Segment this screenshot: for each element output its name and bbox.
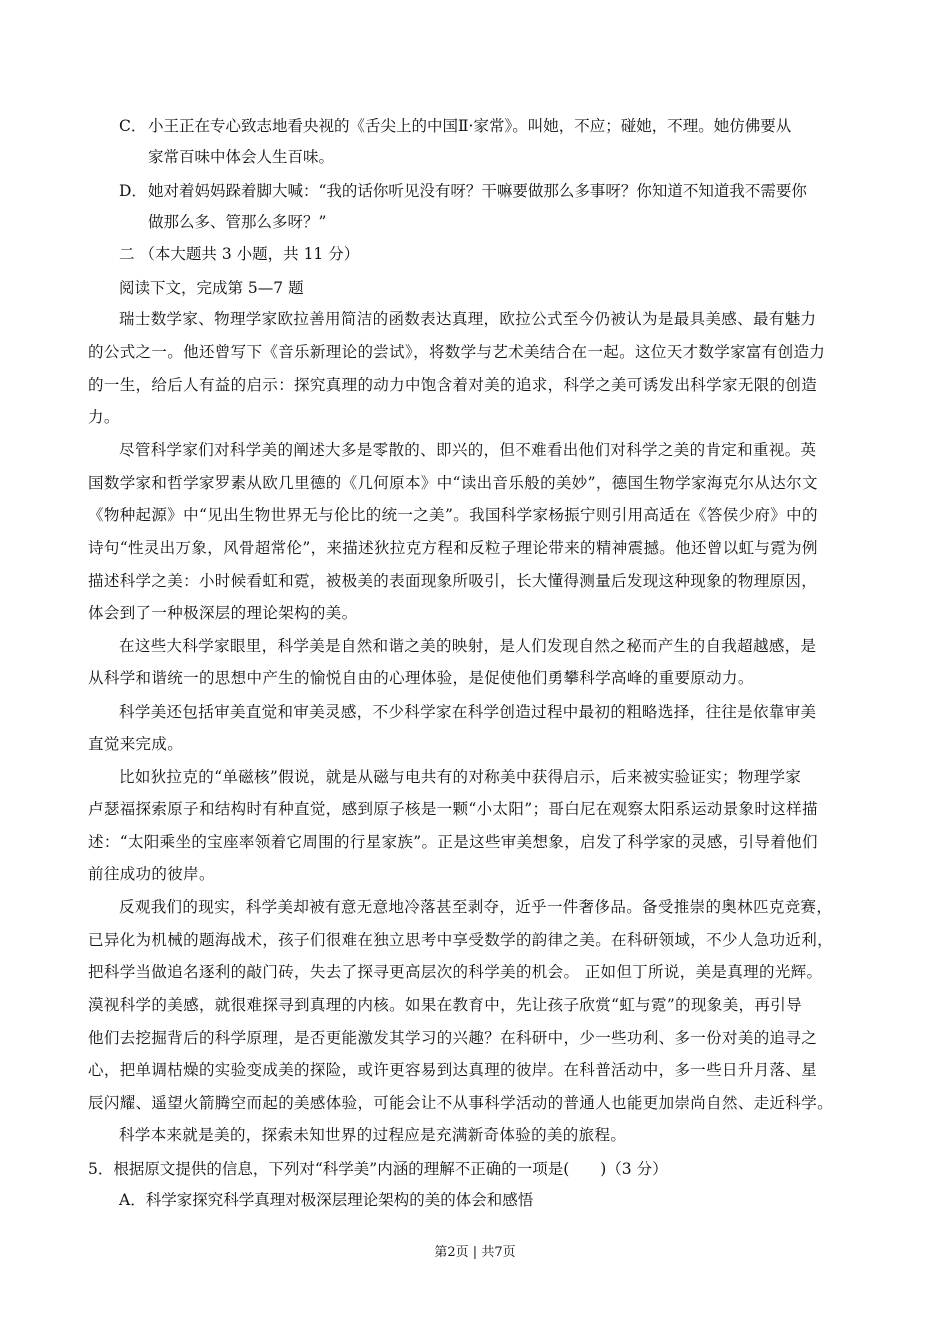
passage-p6-line-4: 漠视科学的美感，就很难探寻到真理的内核。如果在教育中，先让孩子欣赏“虹与霓”的现象美，再引导 [88, 996, 802, 1014]
option-d-label: D． [119, 182, 147, 200]
passage-p5-line-4: 前往成功的彼岸。 [88, 865, 215, 883]
passage-p2-line-6: 体会到了一种极深层的理论架构的美。 [88, 604, 358, 622]
passage-p1-line-4: 力。 [88, 408, 120, 426]
passage-p1-line-2: 的公式之一。他还曾写下《音乐新理论的尝试》，将数学与艺术美结合在一起。这位天才数学家富有创造力 [88, 343, 826, 361]
passage-p6-line-1: 反观我们的现实，科学美却被有意无意地冷落甚至剥夺，近乎一件奢侈品。备受推崇的奥林匹克竞赛， [119, 898, 833, 916]
passage-p2-line-3: 《物种起源》中“见出生物世界无与伦比的统一之美”。我国科学家杨振宁则引用高适在《答侯少府》中的 [88, 506, 818, 524]
passage-p1-line-3: 的一生，给后人有益的启示：探究真理的动力中饱含着对美的追求，科学之美可诱发出科学家无限的创造 [88, 376, 818, 394]
passage-p2-line-4: 诗句“性灵出万象，风骨超常伦”，来描述狄拉克方程和反粒子理论带来的精神震撼。他还曾以虹与霓为例 [88, 539, 818, 557]
passage-p6-line-7: 辰闪耀、遥望火箭腾空而起的美感体验，可能会让不从事科学活动的普通人也能更加崇尚自然、走近科学。 [88, 1094, 833, 1112]
option-d-line-2: 做那么多、管那么多呀？” [148, 213, 327, 231]
option-d-line-1: 她对着妈妈跺着脚大喊：“我的话你听见没有呀？干嘛要做那么多事呀？你知道不知道我不需要你 [148, 182, 807, 200]
question-5-stem: 5．根据原文提供的信息，下列对“科学美”内涵的理解不正确的一项是( )（3 分） [88, 1160, 668, 1178]
passage-p3-line-1: 在这些大科学家眼里，科学美是自然和谐之美的映射，是人们发现自然之秘而产生的自我超越感，是 [119, 637, 817, 655]
passage-p2-line-2: 国数学家和哲学家罗素从欧几里德的《几何原本》中“读出音乐般的美妙”，德国生物学家海克尔从达尔文 [88, 474, 818, 492]
passage-p2-line-5: 描述科学之美：小时候看虹和霓，被极美的表面现象所吸引，长大懂得测量后发现这种现象的物理原因， [88, 572, 818, 590]
passage-p2-line-1: 尽管科学家们对科学美的阐述大多是零散的、即兴的，但不难看出他们对科学之美的肯定和重视。英 [119, 441, 817, 459]
option-c-line-2: 家常百味中体会人生百味。 [148, 148, 335, 166]
passage-p4-line-1: 科学美还包括审美直觉和审美灵感，不少科学家在科学创造过程中最初的粗略选择，往往是依靠审美 [119, 703, 817, 721]
passage-p7-line-1: 科学本来就是美的，探索未知世界的过程应是充满新奇体验的美的旅程。 [119, 1126, 627, 1144]
passage-p6-line-3: 把科学当做追名逐利的敲门砖，失去了探寻更高层次的科学美的机会。 正如但丁所说，美是真理的光辉。 [88, 963, 823, 981]
question-5-option-a: A．科学家探究科学真理对极深层理论架构的美的体会和感悟 [119, 1191, 534, 1209]
passage-p5-line-2: 卢瑟福探索原子和结构时有种直觉，感到原子核是一颗“小太阳”；哥白尼在观察太阳系运动景象时这样描 [88, 800, 818, 818]
passage-p5-line-1: 比如狄拉克的“单磁核”假说，就是从磁与电共有的对称美中获得启示，后来被实验证实；物理学家 [119, 768, 802, 786]
section-title: 二 （本大题共 3 小题，共 11 分） [119, 245, 360, 263]
page-footer: 第2页 | 共7页 [434, 1245, 516, 1260]
section-instruction: 阅读下文，完成第 5—7 题 [119, 279, 304, 297]
passage-p1-line-1: 瑞士数学家、物理学家欧拉善用简洁的函数表达真理，欧拉公式至今仍被认为是最具美感、最有魅力 [119, 310, 817, 328]
option-c-label: C． [119, 117, 147, 135]
passage-p6-line-5: 他们去挖掘背后的科学原理，是否更能激发其学习的兴趣？在科研中，少一些功利、多一份对美的追寻之 [88, 1029, 818, 1047]
passage-p6-line-6: 心，把单调枯燥的实验变成美的探险，或许更容易到达真理的彼岸。在科普活动中，多一些日升月落、星 [88, 1061, 818, 1079]
option-c-line-1: 小王正在专心致志地看央视的《舌尖上的中国Ⅱ·家常》。叫她，不应；碰她，不理。她仿佛要从 [148, 117, 792, 135]
passage-p5-line-3: 述：“太阳乘坐的宝座率领着它周围的行星家族”。正是这些审美想象，启发了科学家的灵感，引导着他们 [88, 833, 818, 851]
passage-p4-line-2: 直觉来完成。 [88, 735, 184, 753]
passage-p3-line-2: 从科学和谐统一的思想中产生的愉悦自由的心理体验，是促使他们勇攀科学高峰的重要原动力。 [88, 669, 754, 687]
passage-p6-line-2: 已异化为机械的题海战术，孩子们很难在独立思考中享受数学的韵律之美。在科研领域，不少人急功近利， [88, 931, 833, 949]
